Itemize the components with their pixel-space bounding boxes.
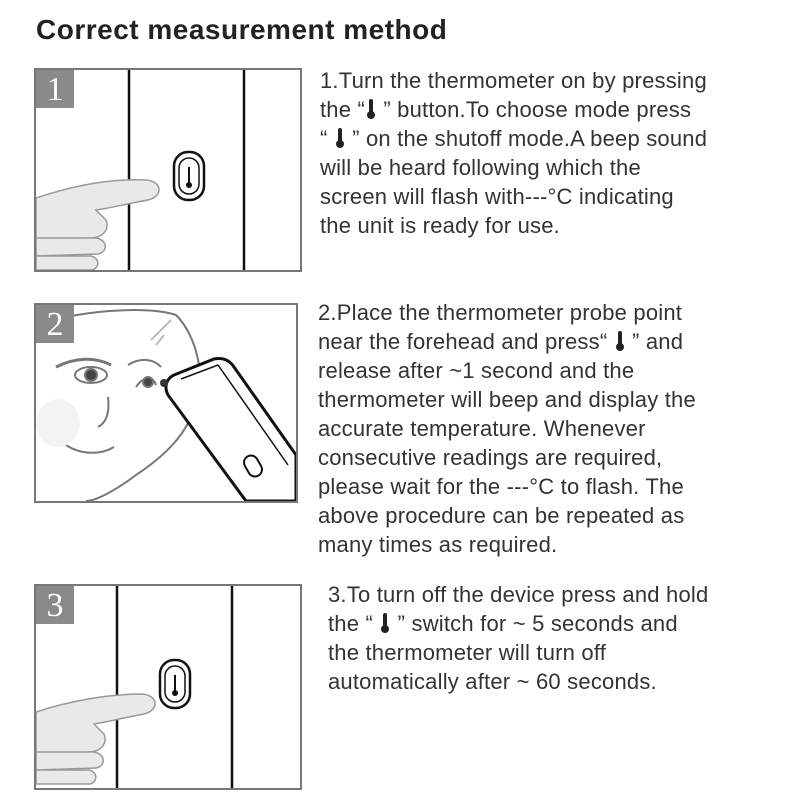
handheld-thermometer — [166, 358, 296, 501]
thermometer-icon — [335, 127, 345, 149]
step-1-line: the “ ” button.To choose mode press — [320, 97, 692, 122]
step-2-line: many times as required. — [318, 532, 558, 557]
step-2-line: near the forehead and press“ ” and — [318, 329, 684, 354]
step-2-line: 2.Place the thermometer probe point — [318, 300, 683, 325]
pointing-hand — [36, 180, 159, 270]
step-1-line: 1.Turn the thermometer on by pressing — [320, 68, 707, 93]
step-2-line: consecutive readings are required, — [318, 445, 663, 470]
step-1-line: screen will flash with---°C indicating — [320, 184, 674, 209]
power-button-icon — [174, 152, 204, 200]
step-2-line: above procedure can be repeated as — [318, 503, 685, 528]
thermometer-icon — [380, 612, 390, 634]
step-1-text — [320, 66, 790, 240]
pointing-hand — [36, 694, 155, 784]
step-2-line: accurate temperature. Whenever — [318, 416, 646, 441]
step-number-badge: 3 — [36, 586, 74, 624]
step-2-line: release after ~1 second and the — [318, 358, 635, 383]
step-2-line: thermometer will beep and display the — [318, 387, 696, 412]
step-3-illustration — [34, 584, 302, 790]
thermometer-icon — [615, 330, 625, 352]
step-1-line: “ ” on the shutoff mode.A beep sound — [320, 126, 708, 151]
step-3-line: automatically after ~ 60 seconds. — [328, 669, 657, 694]
step-3-text — [328, 580, 793, 696]
power-button-icon — [160, 660, 190, 708]
step-2-line: please wait for the ---°C to flash. The — [318, 474, 684, 499]
step-3-line: 3.To turn off the device press and hold — [328, 582, 709, 607]
step-1-line: the unit is ready for use. — [320, 213, 560, 238]
step-number-badge: 2 — [36, 305, 74, 343]
step-3-line: the “ ” switch for ~ 5 seconds and — [328, 611, 678, 636]
device-side-view — [36, 586, 300, 788]
step-2-text — [318, 298, 793, 559]
device-side-view — [36, 70, 300, 270]
page-title: Correct measurement method — [36, 14, 448, 45]
thermometer-icon — [366, 98, 376, 120]
step-3-line: the thermometer will turn off — [328, 640, 607, 665]
forehead-measurement-scene — [36, 305, 296, 501]
step-number-badge: 1 — [36, 70, 74, 108]
step-1-illustration — [34, 68, 302, 272]
step-1-line: will be heard following which the — [320, 155, 641, 180]
step-2-illustration — [34, 303, 298, 503]
